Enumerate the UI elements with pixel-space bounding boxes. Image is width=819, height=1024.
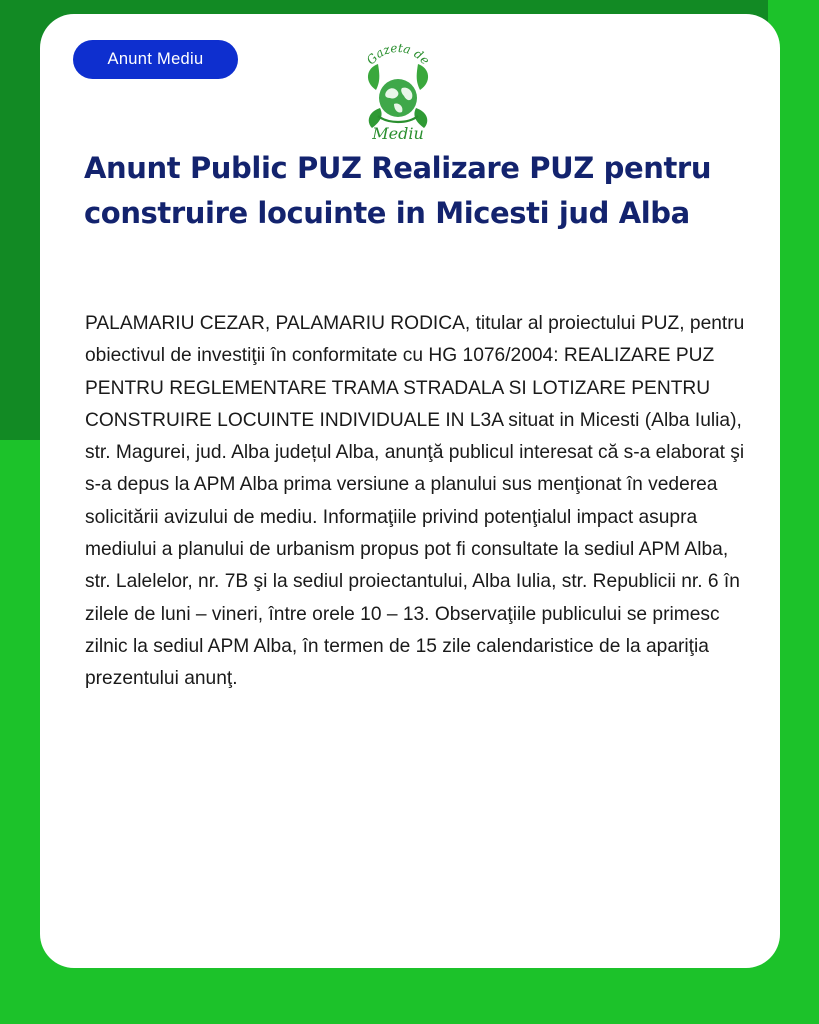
globe-leaf-icon xyxy=(358,42,438,142)
article-body: PALAMARIU CEZAR, PALAMARIU RODICA, titular al proiectului PUZ, pentru obiectivul de investiţii în conformitate cu HG 1076/2004: REALIZARE PUZ PENTRU REGLEMENTARE TRAMA STRADALA SI LOTIZARE PENTRU CONSTRUIRE LOCUINTE INDIVIDUALE IN L3A situat in Micesti (Alba Iulia), str. Magurei, jud. Alba județul Alba, anunţă publicul interesat că s-a elaborat şi s-a depus la APM Alba prima versiune a planului sus menţionat în vederea solicitării avizului de mediu. Informaţiile privind potenţialul impact asupra mediului a planului de urbanism propus pot fi consultate la sediul APM Alba, str. Lalelelor, nr. 7B şi la sediul proiectantului, Alba Iulia, str. Republicii nr. 6 în zilele de luni – vineri, între orele 10 – 13. Observaţiile publicului se primesc zilnic la sediul APM Alba, în termen de 15 zile calendaristice de la apariţia prezentului anunţ. xyxy=(85,313,745,690)
logo-bottom-text: Mediu xyxy=(372,124,424,142)
article-title: Anunt Public PUZ Realizare PUZ pentru construire locuinte in Micesti jud Alba xyxy=(84,151,712,230)
logo-top-text: Gazeta de xyxy=(363,42,433,68)
announcement-card xyxy=(40,14,780,968)
gazeta-de-mediu-logo xyxy=(358,42,438,142)
category-badge[interactable]: Anunt Mediu xyxy=(73,40,238,79)
